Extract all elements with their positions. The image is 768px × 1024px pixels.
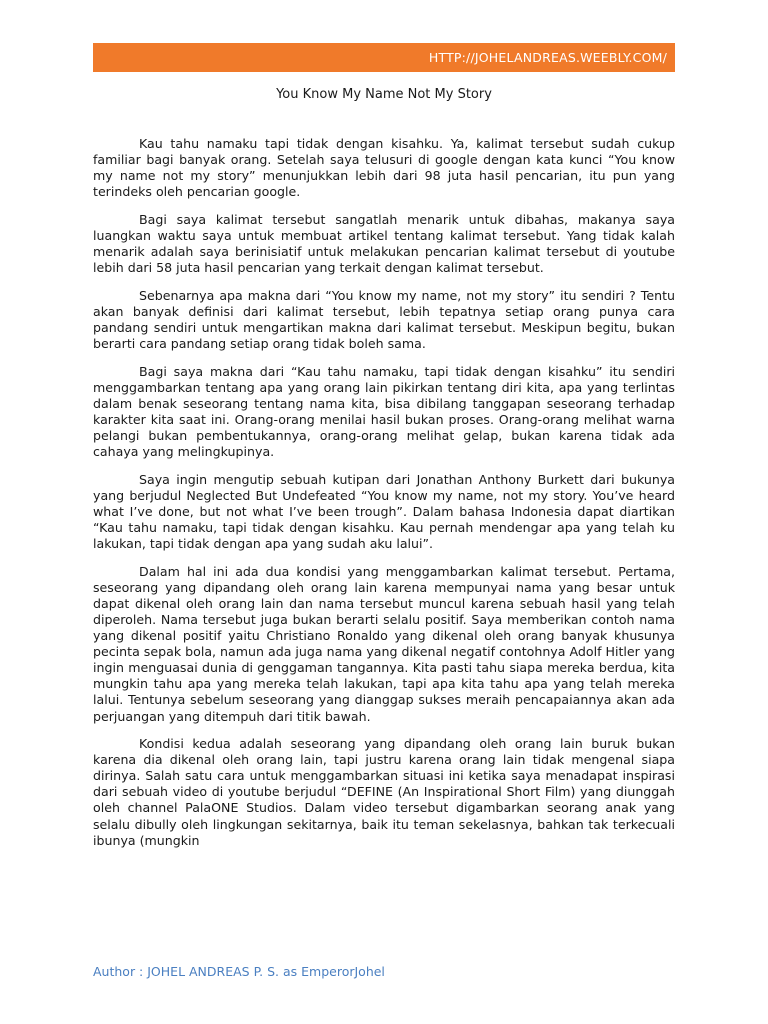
paragraph-4: Bagi saya makna dari “Kau tahu namaku, tapi tidak dengan kisahku” itu sendiri menggambarkan tentang apa yang orang lain pikirkan tentang diri kita, apa yang terlintas dalam benak seseorang tentang nama kita, bisa dibilang tanggapan seseorang terhadap karakter kita saat ini. Orang-orang menilai hasil bukan proses. Orang-orang melihat warna pelangi bukan pembentukannya, orang-orang melihat gelap, bukan karena tidak ada cahaya yang melingkupinya. <box>93 363 675 460</box>
header-bar <box>93 43 675 72</box>
document-body <box>93 136 675 926</box>
document-title: You Know My Name Not My Story <box>276 87 492 102</box>
paragraph-7: Kondisi kedua adalah seseorang yang dipandang oleh orang lain buruk bukan karena dia dikenal oleh orang lain, tapi justru karena orang lain tidak mengenal siapa dirinya. Salah satu cara untuk menggambarkan situasi ini ketika saya menadapat inspirasi dari sebuah video di youtube berjudul “DEFINE (An Inspirational Short Film) yang diunggah oleh channel PalaONE Studios. Dalam video tersebut digambarkan seorang anak yang selalu dibully oleh lingkungan sekitarnya, baik itu teman sekelasnya, bahkan tak terkecuali ibunya (mungkin <box>93 736 675 848</box>
paragraph-6: Dalam hal ini ada dua kondisi yang menggambarkan kalimat tersebut. Pertama, seseorang yang dipandang oleh orang lain karena mempunyai nama yang besar untuk dapat dikenal oleh orang lain dan nama tersebut muncul karena sebuah hasil yang telah diperoleh. Nama tersebut juga bukan berarti selalu positif. Saya memberikan contoh nama yang dikenal positif yaitu Christiano Ronaldo yang dikenal oleh orang banyak khusunya pecinta sepak bola, namun ada juga nama yang dikenal negatif contohnya Adolf Hitler yang ingin menguasai dunia di genggaman tangannya. Kita pasti tahu siapa mereka berdua, kita mungkin tahu apa yang mereka telah lakukan, tapi apa kita tahu apa yang telah mereka lalui. Tentunya sebelum seseorang yang dianggap sukses meraih pencapaiannya akan ada perjuangan yang ditempuh dari titik bawah. <box>93 563 675 724</box>
paragraph-5: Saya ingin mengutip sebuah kutipan dari Jonathan Anthony Burkett dari bukunya yang berjudul Neglected But Undefeated “You know my name, not my story. You’ve heard what I’ve done, but not what I’ve been trough”. Dalam bahasa Indonesia dapat diartikan “Kau tahu namaku, tapi tidak dengan kisahku. Kau pernah mendengar apa yang telah ku lakukan, tapi tidak dengan apa yang sudah aku lalui”. <box>93 471 675 552</box>
paragraph-2: Bagi saya kalimat tersebut sangatlah menarik untuk dibahas, makanya saya luangkan waktu saya untuk membuat artikel tentang kalimat tersebut. Yang tidak kalah menarik adalah saya berinisiatif untuk melakukan pencarian kalimat tersebut di youtube lebih dari 58 juta hasil pencarian yang terkait dengan kalimat tersebut. <box>93 211 675 276</box>
paragraph-3: Sebenarnya apa makna dari “You know my name, not my story” itu sendiri ? Tentu akan banyak definisi dari kalimat tersebut, lebih tepatnya setiap orang punya cara pandang sendiri untuk mengartikan makna dari kalimat tersebut. Meskipun begitu, bukan berarti cara pandang setiap orang tidak boleh sama. <box>93 287 675 352</box>
header-url-link[interactable]: HTTP://JOHELANDREAS.WEEBLY.COM/ <box>428 50 667 65</box>
footer-author: Author : JOHEL ANDREAS P. S. as EmperorJohel <box>93 964 385 979</box>
paragraph-1: Kau tahu namaku tapi tidak dengan kisahku. Ya, kalimat tersebut sudah cukup familiar bagi banyak orang. Setelah saya telusuri di google dengan kata kunci “You know my name not my story” menunjukkan lebih dari 98 juta hasil pencarian, itu pun yang terindeks oleh pencarian google. <box>93 136 675 200</box>
